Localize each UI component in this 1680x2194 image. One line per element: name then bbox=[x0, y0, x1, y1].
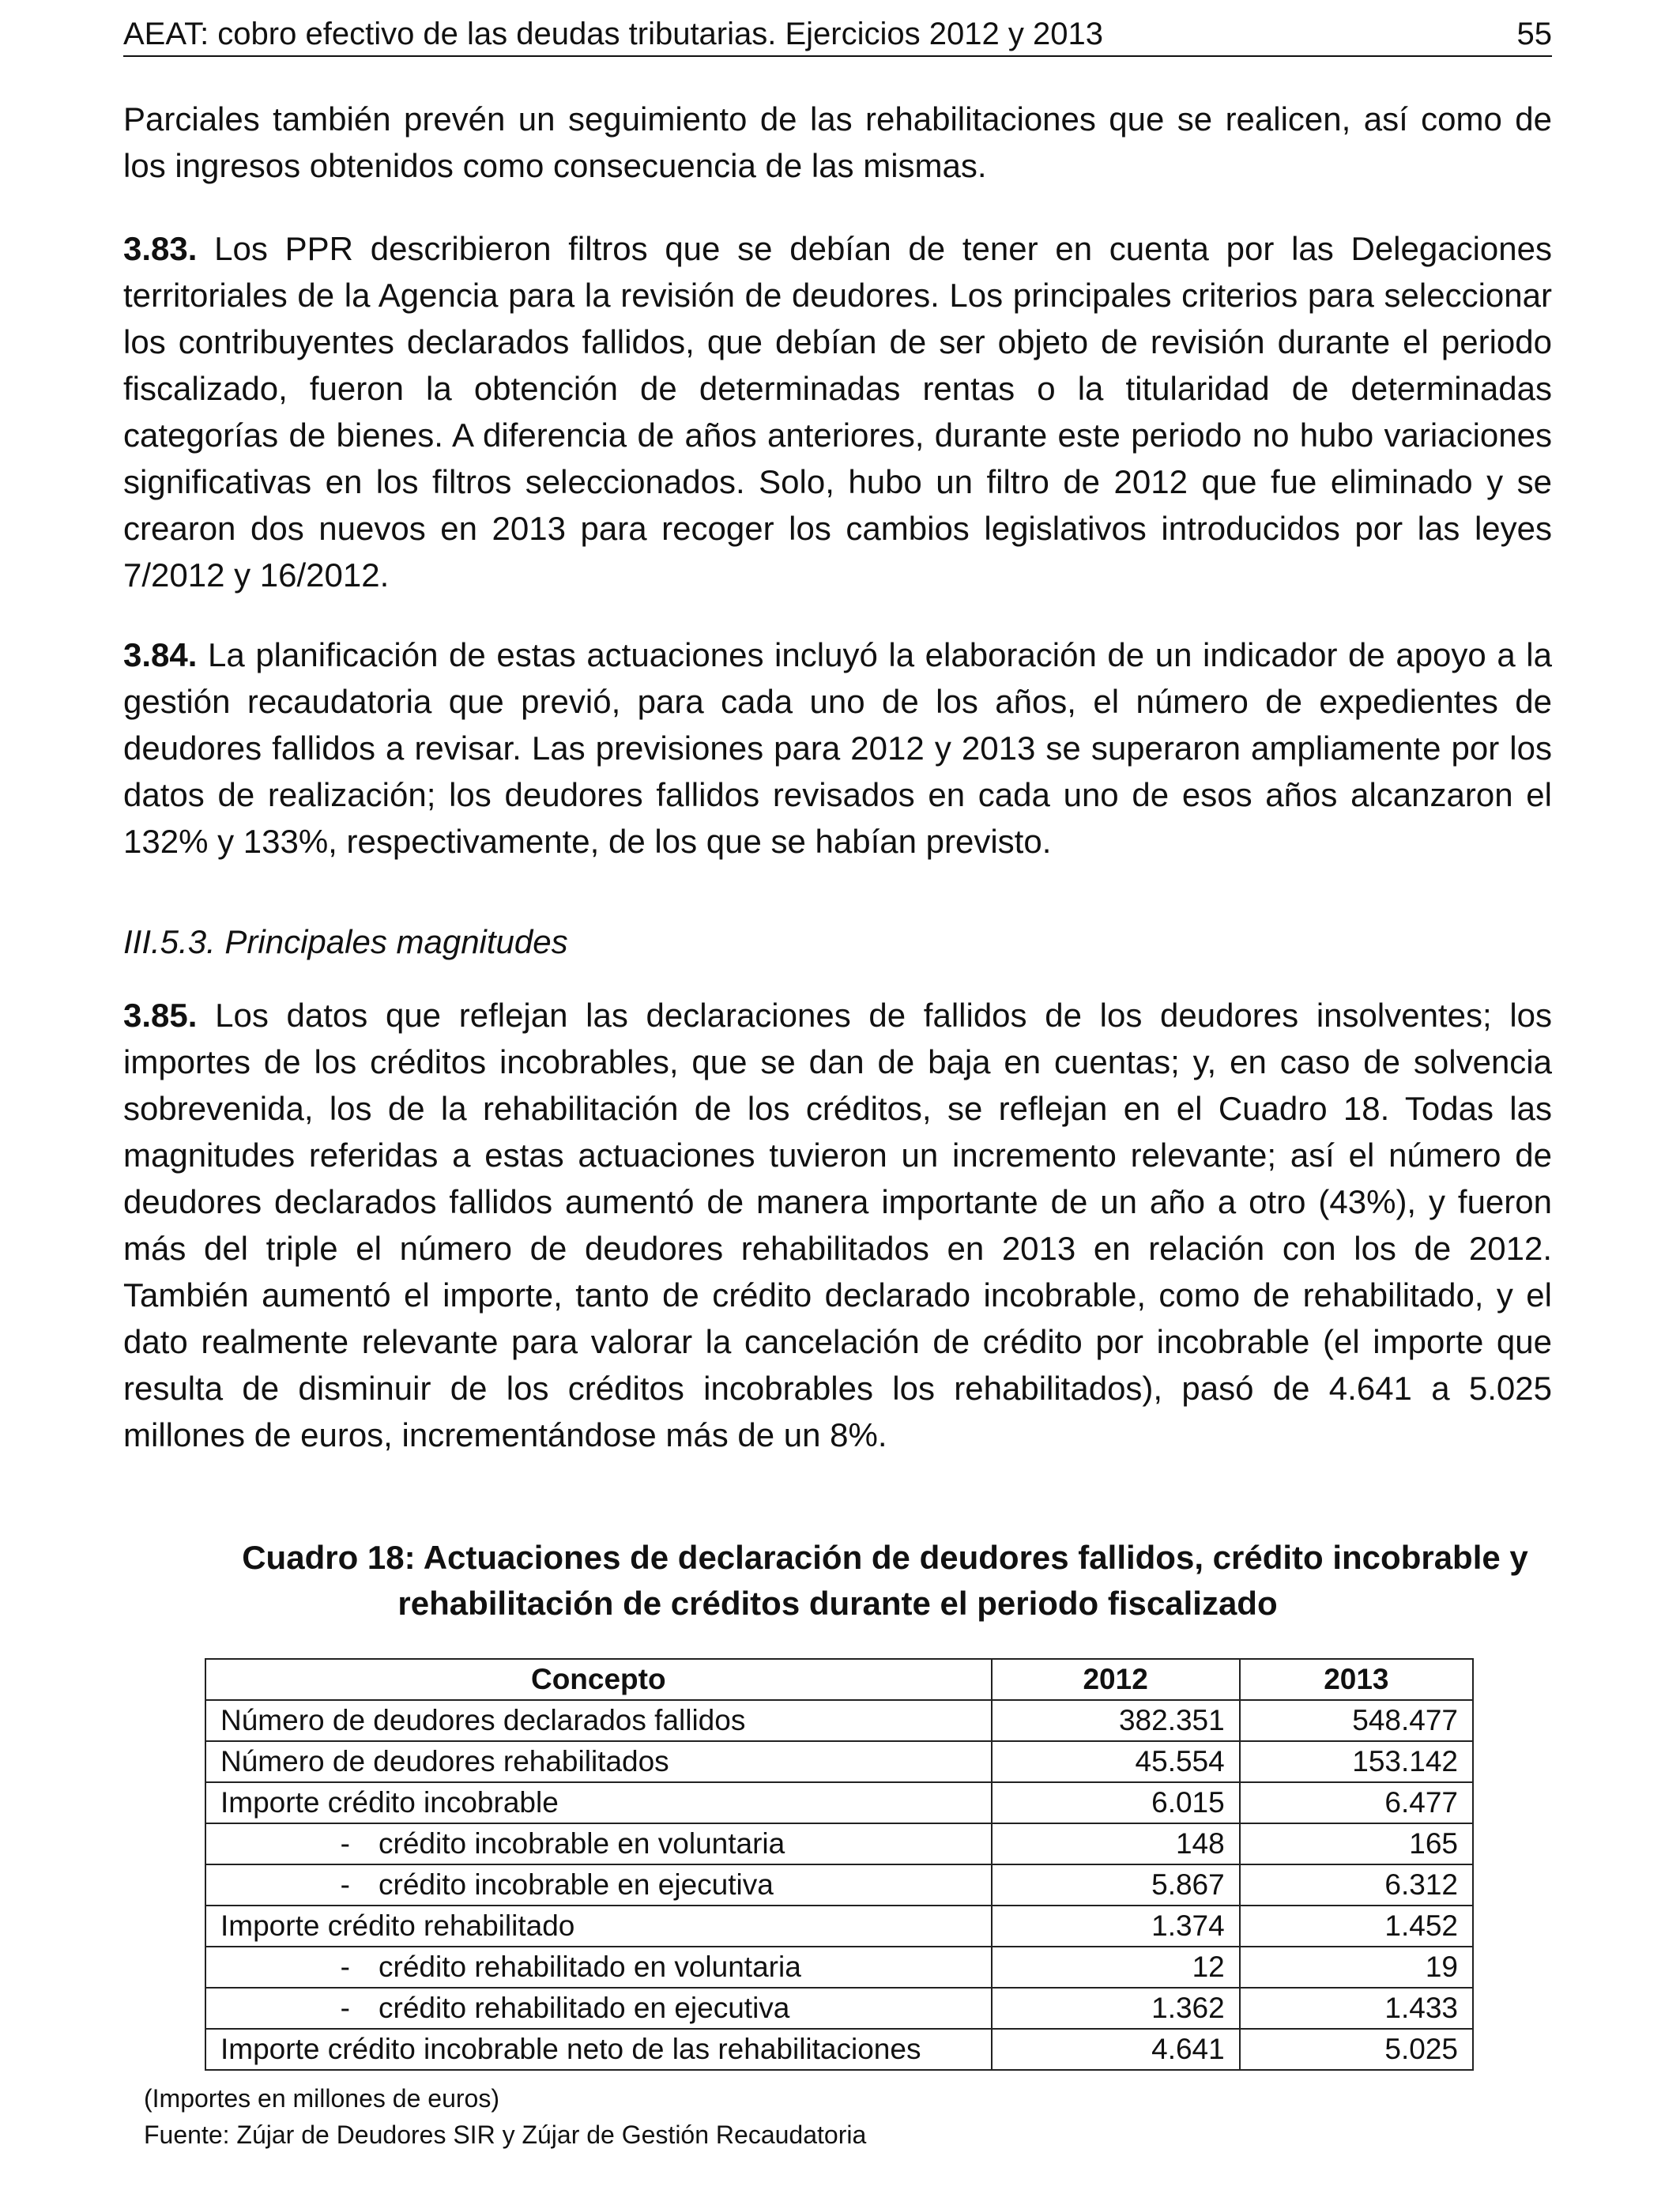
concept-cell: Número de deudores declarados fallidos bbox=[205, 1700, 992, 1741]
page-header bbox=[123, 13, 1552, 57]
paragraph-text: Parciales también prevén un seguimiento de las rehabilitaciones que se realicen, así como de los ingresos obtenidos como consecuencia de las mismas. bbox=[123, 100, 1552, 184]
value-2013-cell: 153.142 bbox=[1240, 1741, 1473, 1782]
table-caption-line2: rehabilitación de créditos durante el periodo fiscalizado bbox=[397, 1585, 1278, 1622]
value-2012-cell: 1.362 bbox=[992, 1988, 1240, 2029]
value-2012-cell: 45.554 bbox=[992, 1741, 1240, 1782]
paragraph-intro bbox=[123, 96, 1552, 189]
value-2013-cell: 165 bbox=[1240, 1823, 1473, 1864]
concept-cell bbox=[205, 1823, 992, 1864]
table-row bbox=[205, 1700, 1473, 1741]
section-subheading: III.5.3. Principales magnitudes bbox=[123, 923, 568, 960]
concept-text: crédito incobrable en ejecutiva bbox=[379, 1868, 774, 1901]
value-2012-cell: 12 bbox=[992, 1947, 1240, 1988]
units-note: (Importes en millones de euros) bbox=[144, 2084, 499, 2113]
paragraph-3-85 bbox=[123, 992, 1552, 1458]
value-2013-cell: 6.312 bbox=[1240, 1864, 1473, 1906]
concept-cell bbox=[205, 1988, 992, 2029]
concept-text: crédito rehabilitado en ejecutiva bbox=[379, 1992, 790, 2024]
value-2012-cell: 4.641 bbox=[992, 2029, 1240, 2070]
concept-cell: Número de deudores rehabilitados bbox=[205, 1741, 992, 1782]
concept-cell bbox=[205, 1864, 992, 1906]
concept-cell bbox=[205, 1947, 992, 1988]
column-header: 2013 bbox=[1240, 1659, 1473, 1700]
value-2013-cell: 1.452 bbox=[1240, 1906, 1473, 1947]
table-row bbox=[205, 1864, 1473, 1906]
paragraph-3-84 bbox=[123, 631, 1552, 865]
concept-text: crédito rehabilitado en voluntaria bbox=[379, 1951, 801, 1983]
paragraph-text: La planificación de estas actuaciones incluyó la elaboración de un indicador de apoyo a la gestión recaudatoria que previó, para cada uno de los años, el número de expedientes de deudores fallidos a revisar. Las previsiones para 2012 y 2013 se superaron ampliamente por los datos de realización; los deudores fallidos revisados en cada uno de esos años alcanzaron el 132% y 133%, respectivamente, de los que se habían previsto. bbox=[123, 636, 1552, 860]
value-2012-cell: 5.867 bbox=[992, 1864, 1240, 1906]
paragraph-number: 3.83. bbox=[123, 230, 198, 267]
concept-cell: Importe crédito incobrable bbox=[205, 1782, 992, 1823]
table-row bbox=[205, 1906, 1473, 1947]
table-row bbox=[205, 1947, 1473, 1988]
value-2013-cell: 6.477 bbox=[1240, 1782, 1473, 1823]
table-caption-line1: Cuadro 18: Actuaciones de declaración de deudores fallidos, crédito incobrable y bbox=[242, 1539, 1528, 1576]
value-2012-cell: 1.374 bbox=[992, 1906, 1240, 1947]
table-row bbox=[205, 1988, 1473, 2029]
paragraph-text: Los PPR describieron filtros que se debían de tener en cuenta por las Delegaciones territoriales de la Agencia para la revisión de deudores. Los principales criterios para seleccionar los contribuyentes declarados fallidos, que debían de ser objeto de revisión durante el periodo fiscalizado, fueron la obtención de determinadas rentas o la titularidad de determinadas categorías de bienes. A diferencia de años anteriores, durante este periodo no hubo variaciones significativas en los filtros seleccionados. Solo, hubo un filtro de 2012 que fue eliminado y se crearon dos nuevos en 2013 para recoger los cambios legislativos introducidos por las leyes 7/2012 y 16/2012. bbox=[123, 230, 1552, 594]
value-2013-cell: 1.433 bbox=[1240, 1988, 1473, 2029]
table-row bbox=[205, 1741, 1473, 1782]
table-row bbox=[205, 2029, 1473, 2070]
concept-cell: Importe crédito rehabilitado bbox=[205, 1906, 992, 1947]
bullet-dash: - bbox=[340, 1868, 350, 1901]
table-row bbox=[205, 1782, 1473, 1823]
value-2013-cell: 19 bbox=[1240, 1947, 1473, 1988]
value-2012-cell: 148 bbox=[992, 1823, 1240, 1864]
column-header: 2012 bbox=[992, 1659, 1240, 1700]
value-2012-cell: 6.015 bbox=[992, 1782, 1240, 1823]
paragraph-text: Los datos que reflejan las declaraciones de fallidos de los deudores insolventes; los importes de los créditos incobrables, que se dan de baja en cuentas; y, en caso de solvencia sobrevenida, los de la rehabilitación de los créditos, se reflejan en el Cuadro 18. Todas las magnitudes referidas a estas actuaciones tuvieron un incremento relevante; así el número de deudores declarados fallidos aumentó de manera importante de un año a otro (43%), y fueron más del triple el número de deudores rehabilitados en 2013 en relación con los de 2012. También aumentó el importe, tanto de crédito declarado incobrable, como de rehabilitado, y el dato realmente relevante para valorar la cancelación de crédito por incobrable (el importe que resulta de disminuir de los créditos incobrables los rehabilitados), pasó de 4.641 a 5.025 millones de euros, incrementándose más de un 8%. bbox=[123, 997, 1553, 1453]
table-header-row bbox=[205, 1659, 1473, 1700]
paragraph-number: 3.85. bbox=[123, 997, 198, 1034]
bullet-dash: - bbox=[340, 1951, 350, 1983]
table-caption bbox=[123, 1535, 1552, 1627]
source-note: Fuente: Zújar de Deudores SIR y Zújar de Gestión Recaudatoria bbox=[144, 2120, 867, 2149]
paragraph-3-83 bbox=[123, 225, 1552, 598]
paragraph-number: 3.84. bbox=[123, 636, 198, 673]
concept-cell: Importe crédito incobrable neto de las rehabilitaciones bbox=[205, 2029, 992, 2070]
bullet-dash: - bbox=[340, 1827, 350, 1860]
value-2012-cell: 382.351 bbox=[992, 1700, 1240, 1741]
header-title: AEAT: cobro efectivo de las deudas tributarias. Ejercicios 2012 y 2013 bbox=[123, 17, 1103, 51]
data-table bbox=[205, 1658, 1474, 2071]
table-row bbox=[205, 1823, 1473, 1864]
page-number: 55 bbox=[1516, 17, 1552, 51]
value-2013-cell: 548.477 bbox=[1240, 1700, 1473, 1741]
concept-text: crédito incobrable en voluntaria bbox=[379, 1827, 785, 1860]
value-2013-cell: 5.025 bbox=[1240, 2029, 1473, 2070]
bullet-dash: - bbox=[340, 1992, 350, 2024]
column-header: Concepto bbox=[205, 1659, 992, 1700]
